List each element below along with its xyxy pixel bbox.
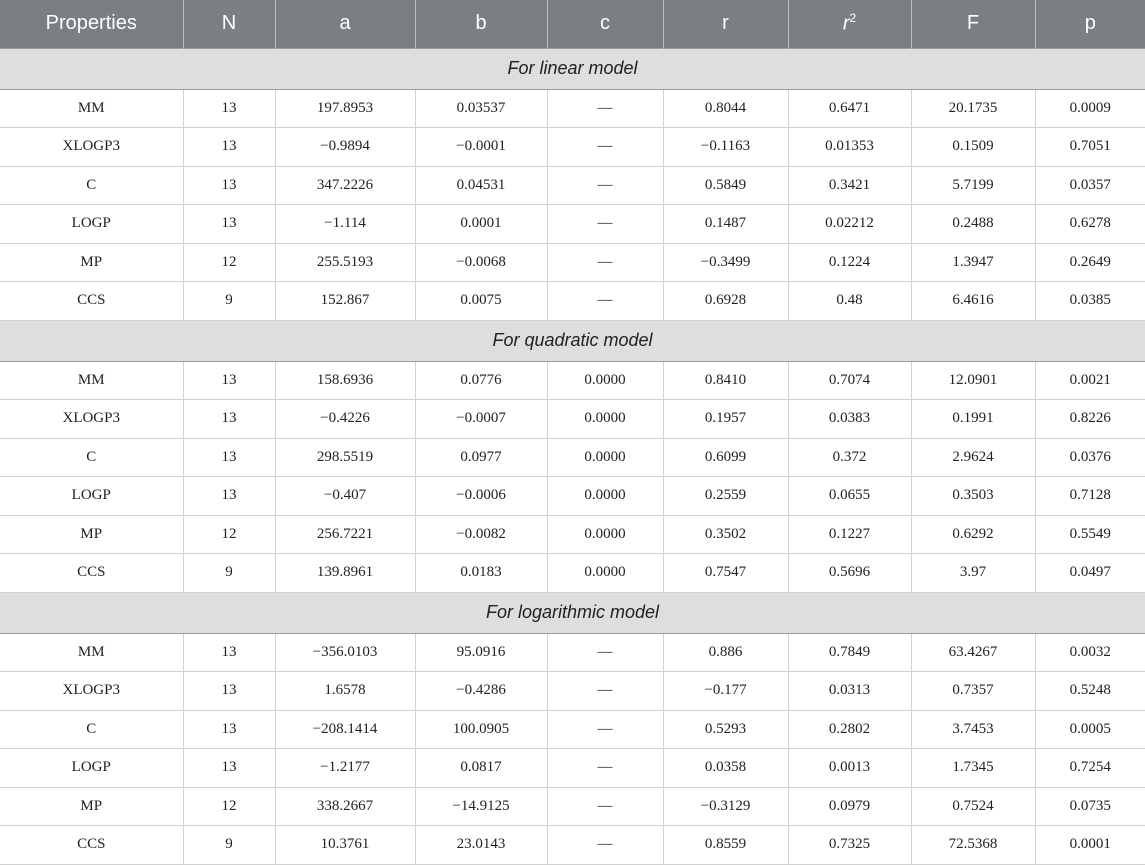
cell-r: 0.886: [663, 633, 788, 672]
cell-r-squared: 0.7325: [788, 826, 911, 865]
cell-properties: LOGP: [0, 205, 183, 244]
cell-properties: C: [0, 710, 183, 749]
table-row: [0, 826, 1145, 865]
header-p: p: [1084, 12, 1096, 35]
table-row: [0, 515, 1145, 554]
cell-a: 1.6578: [275, 672, 415, 711]
cell-c: —: [547, 205, 663, 244]
cell-a: −0.4226: [275, 400, 415, 439]
cell-a: 139.8961: [275, 554, 415, 593]
header-a: a: [275, 0, 415, 48]
cell-a: 256.7221: [275, 515, 415, 554]
cell-b: −0.4286: [415, 672, 547, 711]
cell-b: 0.0776: [415, 361, 547, 400]
cell-r-squared: 0.372: [788, 438, 911, 477]
cell-p: 0.0009: [1035, 89, 1145, 128]
table-row: [0, 672, 1145, 711]
table-row: [0, 554, 1145, 593]
cell-r-squared: 0.1227: [788, 515, 911, 554]
cell-n: 13: [183, 672, 275, 711]
header-r: r: [663, 0, 788, 48]
table-body: [0, 48, 1145, 864]
cell-b: 0.0817: [415, 749, 547, 788]
cell-b: −0.0068: [415, 243, 547, 282]
cell-properties: MM: [0, 361, 183, 400]
cell-r-squared: 0.48: [788, 282, 911, 321]
cell-p: 0.0497: [1035, 554, 1145, 593]
header-b: b: [415, 0, 547, 48]
cell-r: 0.5293: [663, 710, 788, 749]
cell-p: 0.0001: [1035, 826, 1145, 865]
cell-f: 0.7524: [911, 787, 1035, 826]
cell-c: 0.0000: [547, 515, 663, 554]
table-row: [0, 243, 1145, 282]
table-row: [0, 128, 1145, 167]
cell-c: —: [547, 243, 663, 282]
cell-r-squared: 0.1224: [788, 243, 911, 282]
cell-n: 13: [183, 166, 275, 205]
cell-properties: CCS: [0, 282, 183, 321]
header-properties: Properties: [0, 0, 183, 48]
cell-f: 20.1735: [911, 89, 1035, 128]
cell-p: 0.5248: [1035, 672, 1145, 711]
cell-b: −0.0006: [415, 477, 547, 516]
cell-a: 255.5193: [275, 243, 415, 282]
table-row: [0, 361, 1145, 400]
cell-f: 0.1991: [911, 400, 1035, 439]
cell-properties: MM: [0, 89, 183, 128]
header-c: c: [547, 0, 663, 48]
section-header-row: [0, 48, 1145, 89]
cell-c: —: [547, 787, 663, 826]
header-r-squared-base: r: [842, 13, 850, 36]
cell-c: —: [547, 128, 663, 167]
cell-n: 9: [183, 282, 275, 321]
header-n: N: [183, 0, 275, 48]
cell-properties: LOGP: [0, 477, 183, 516]
cell-c: —: [547, 282, 663, 321]
cell-a: 347.2226: [275, 166, 415, 205]
cell-c: —: [547, 166, 663, 205]
section-header-row: [0, 592, 1145, 633]
cell-p: 0.2649: [1035, 243, 1145, 282]
cell-r-squared: 0.0655: [788, 477, 911, 516]
cell-c: 0.0000: [547, 477, 663, 516]
cell-c: —: [547, 633, 663, 672]
header-row: [0, 0, 1145, 48]
cell-n: 13: [183, 438, 275, 477]
cell-f: 63.4267: [911, 633, 1035, 672]
table-row: [0, 477, 1145, 516]
cell-r: 0.3502: [663, 515, 788, 554]
cell-r-squared: 0.6471: [788, 89, 911, 128]
cell-p: 0.5549: [1035, 515, 1145, 554]
cell-n: 13: [183, 205, 275, 244]
cell-n: 12: [183, 787, 275, 826]
cell-n: 13: [183, 710, 275, 749]
cell-p: 0.6278: [1035, 205, 1145, 244]
cell-p: 0.0005: [1035, 710, 1145, 749]
cell-n: 9: [183, 554, 275, 593]
cell-a: 197.8953: [275, 89, 415, 128]
cell-c: —: [547, 672, 663, 711]
cell-r-squared: 0.3421: [788, 166, 911, 205]
table-row: [0, 400, 1145, 439]
cell-c: 0.0000: [547, 438, 663, 477]
cell-r-squared: 0.0313: [788, 672, 911, 711]
cell-a: 298.5519: [275, 438, 415, 477]
cell-f: 3.7453: [911, 710, 1035, 749]
header-r-squared-exponent: 2: [849, 11, 857, 26]
cell-b: 0.0183: [415, 554, 547, 593]
cell-c: 0.0000: [547, 361, 663, 400]
cell-a: 152.867: [275, 282, 415, 321]
cell-properties: XLOGP3: [0, 672, 183, 711]
cell-f: 0.7357: [911, 672, 1035, 711]
cell-properties: CCS: [0, 826, 183, 865]
cell-f: 0.6292: [911, 515, 1035, 554]
cell-properties: MP: [0, 243, 183, 282]
cell-p: 0.7128: [1035, 477, 1145, 516]
cell-r: 0.0358: [663, 749, 788, 788]
table-row: [0, 205, 1145, 244]
cell-a: −0.407: [275, 477, 415, 516]
cell-n: 13: [183, 633, 275, 672]
cell-r: 0.6099: [663, 438, 788, 477]
cell-p: 0.0032: [1035, 633, 1145, 672]
cell-properties: MM: [0, 633, 183, 672]
cell-properties: C: [0, 166, 183, 205]
cell-f: 1.3947: [911, 243, 1035, 282]
cell-f: 0.3503: [911, 477, 1035, 516]
cell-b: 0.0977: [415, 438, 547, 477]
cell-r: 0.7547: [663, 554, 788, 593]
cell-r: 0.6928: [663, 282, 788, 321]
cell-a: −0.9894: [275, 128, 415, 167]
cell-f: 0.2488: [911, 205, 1035, 244]
cell-b: 0.04531: [415, 166, 547, 205]
cell-f: 1.7345: [911, 749, 1035, 788]
cell-b: 100.0905: [415, 710, 547, 749]
cell-properties: C: [0, 438, 183, 477]
cell-a: −356.0103: [275, 633, 415, 672]
cell-c: 0.0000: [547, 400, 663, 439]
cell-f: 12.0901: [911, 361, 1035, 400]
cell-f: 2.9624: [911, 438, 1035, 477]
cell-a: 338.2667: [275, 787, 415, 826]
table-row: [0, 282, 1145, 321]
table-row: [0, 438, 1145, 477]
cell-r: 0.8559: [663, 826, 788, 865]
cell-r-squared: 0.7849: [788, 633, 911, 672]
cell-b: −0.0007: [415, 400, 547, 439]
cell-p: 0.7254: [1035, 749, 1145, 788]
cell-p: 0.7051: [1035, 128, 1145, 167]
cell-b: −14.9125: [415, 787, 547, 826]
table-row: [0, 787, 1145, 826]
cell-p: 0.0357: [1035, 166, 1145, 205]
cell-n: 12: [183, 515, 275, 554]
cell-f: 0.1509: [911, 128, 1035, 167]
section-header-row: [0, 320, 1145, 361]
cell-p: 0.0735: [1035, 787, 1145, 826]
cell-r: 0.5849: [663, 166, 788, 205]
cell-c: —: [547, 89, 663, 128]
cell-r-squared: 0.01353: [788, 128, 911, 167]
table-row: [0, 89, 1145, 128]
cell-r: −0.1163: [663, 128, 788, 167]
cell-r: 0.1487: [663, 205, 788, 244]
cell-a: −1.2177: [275, 749, 415, 788]
cell-n: 13: [183, 361, 275, 400]
cell-p: 0.0376: [1035, 438, 1145, 477]
cell-b: −0.0082: [415, 515, 547, 554]
cell-r: 0.1957: [663, 400, 788, 439]
cell-b: 0.0075: [415, 282, 547, 321]
cell-f: 5.7199: [911, 166, 1035, 205]
cell-properties: MP: [0, 787, 183, 826]
section-title: For quadratic model: [0, 320, 1145, 361]
cell-r: 0.8044: [663, 89, 788, 128]
cell-n: 13: [183, 89, 275, 128]
table-row: [0, 749, 1145, 788]
cell-r: −0.3499: [663, 243, 788, 282]
cell-r-squared: 0.5696: [788, 554, 911, 593]
section-title: For logarithmic model: [0, 592, 1145, 633]
cell-r: 0.8410: [663, 361, 788, 400]
cell-c: —: [547, 826, 663, 865]
cell-p: 0.8226: [1035, 400, 1145, 439]
cell-properties: XLOGP3: [0, 128, 183, 167]
cell-b: 0.0001: [415, 205, 547, 244]
cell-n: 12: [183, 243, 275, 282]
cell-p: 0.0021: [1035, 361, 1145, 400]
cell-f: 3.97: [911, 554, 1035, 593]
cell-r-squared: 0.0979: [788, 787, 911, 826]
cell-properties: XLOGP3: [0, 400, 183, 439]
cell-r: −0.3129: [663, 787, 788, 826]
cell-r-squared: 0.02212: [788, 205, 911, 244]
header-f: F: [911, 0, 1035, 48]
cell-r: 0.2559: [663, 477, 788, 516]
cell-b: −0.0001: [415, 128, 547, 167]
cell-r-squared: 0.2802: [788, 710, 911, 749]
table-row: [0, 633, 1145, 672]
cell-c: —: [547, 749, 663, 788]
cell-f: 6.4616: [911, 282, 1035, 321]
cell-r: −0.177: [663, 672, 788, 711]
cell-b: 95.0916: [415, 633, 547, 672]
cell-a: −208.1414: [275, 710, 415, 749]
cell-properties: LOGP: [0, 749, 183, 788]
table-row: [0, 166, 1145, 205]
cell-n: 9: [183, 826, 275, 865]
section-title: For linear model: [0, 48, 1145, 89]
cell-properties: CCS: [0, 554, 183, 593]
cell-n: 13: [183, 128, 275, 167]
cell-p: 0.0385: [1035, 282, 1145, 321]
cell-c: —: [547, 710, 663, 749]
cell-b: 0.03537: [415, 89, 547, 128]
cell-r-squared: 0.7074: [788, 361, 911, 400]
cell-f: 72.5368: [911, 826, 1035, 865]
table-row: [0, 710, 1145, 749]
cell-a: 158.6936: [275, 361, 415, 400]
cell-b: 23.0143: [415, 826, 547, 865]
cell-n: 13: [183, 749, 275, 788]
cell-n: 13: [183, 400, 275, 439]
cell-n: 13: [183, 477, 275, 516]
cell-a: 10.3761: [275, 826, 415, 865]
header-r-squared: [788, 0, 911, 48]
cell-r-squared: 0.0013: [788, 749, 911, 788]
cell-c: 0.0000: [547, 554, 663, 593]
cell-r-squared: 0.0383: [788, 400, 911, 439]
cell-properties: MP: [0, 515, 183, 554]
cell-a: −1.114: [275, 205, 415, 244]
